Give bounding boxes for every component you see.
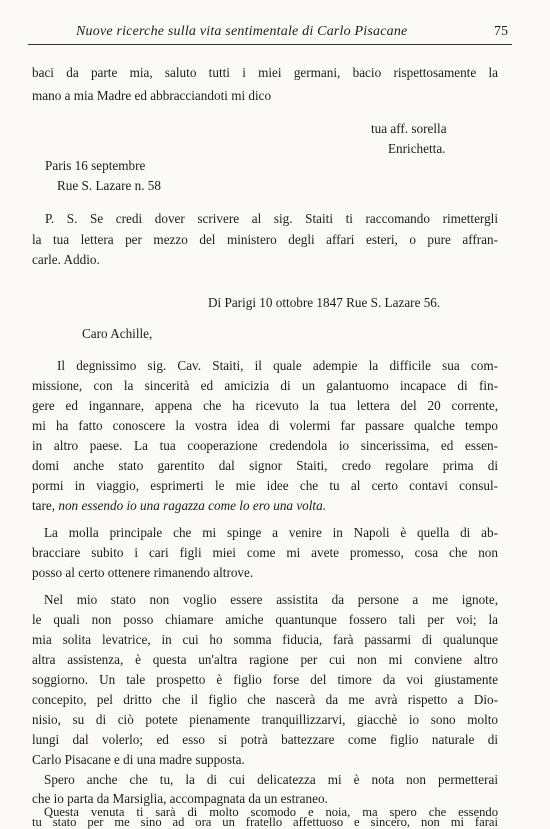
text-line: nisio, su di ciò potete pienamente tranquillizzarvi, giacchè io sono molto xyxy=(32,712,498,727)
text-line xyxy=(32,497,326,514)
postscript-line: P. S. Se credi dover scrivere al sig. Staiti ti raccomando rimettergli xyxy=(45,211,498,226)
text-line: mia solita levatrice, in cui ho somma fiducia, farà passarmi di qualunque xyxy=(32,632,498,647)
text-line: La molla principale che mi spinge a venire in Napoli è quella di ab- xyxy=(44,525,498,540)
text-line: baci da parte mia, saluto tutti i miei germani, bacio rispettosamente la xyxy=(32,65,498,80)
postscript-line: la tua lettera per mezzo del ministero degli affari esteri, o pure affran- xyxy=(32,232,498,247)
text-line: Spero anche che tu, la di cui delicatezza mi è nota non permetterai xyxy=(44,772,498,787)
address: Rue S. Lazare n. 58 xyxy=(57,178,161,193)
text-line: mano a mia Madre ed abbracciandoti mi dico xyxy=(32,88,272,103)
text-line: Carlo Pisacane e di una madre supposta. xyxy=(32,752,245,767)
text-line: missione, con la sincerità ed amicizia di un galantuomo incapace di fin- xyxy=(32,378,498,393)
letter-signature: Enrichetta. xyxy=(388,141,446,156)
page-header xyxy=(28,24,512,45)
text-fragment: tare, xyxy=(32,498,56,513)
italic-fragment: non essendo io una ragazza come lo ero una volta. xyxy=(58,498,326,513)
text-line: che io parta da Marsiglia, accompagnata da un estraneo. xyxy=(32,791,328,806)
text-line: domi anche stato garentito dal signor Staiti, credo regolare prima di xyxy=(32,458,498,473)
text-line: Il degnissimo sig. Cav. Staiti, il quale adempie la difficile sua com- xyxy=(57,358,498,373)
salutation: Caro Achille, xyxy=(82,326,153,341)
text-line: concepito, pel dritto che il figlio che nascerà da me avrà rispetto a Dio- xyxy=(32,692,498,707)
text-line: in altro paese. La tua cooperazione credendola io sincerissima, ed essen- xyxy=(32,438,498,453)
text-line: gere ed ingannare, appena che ha ricevuto la tua lettera del 20 corrente, xyxy=(32,398,498,413)
text-line: tu stato per me sino ad ora un fratello affettuoso e sincero, non mi farai xyxy=(32,815,498,829)
text-line: le quali non posso chiamare amiche quantunque fossero tali per voi; la xyxy=(32,612,498,627)
text-line: lungi dal volerlo; ed esso si potrà battezzare come figlio naturale di xyxy=(32,732,498,747)
dateline: Di Parigi 10 ottobre 1847 Rue S. Lazare 56. xyxy=(208,295,441,310)
text-line: mi ha fatto conoscere la vostra idea di volermi far passare qualche tempo xyxy=(32,418,498,433)
page-number: 75 xyxy=(494,24,508,39)
text-line: Nel mio stato non voglio essere assistita da persone a me ignote, xyxy=(44,592,498,607)
letter-closing: tua aff. sorella xyxy=(371,121,447,136)
text-line: soggiorno. Un tale prospetto è figlio forse del timore da voi giustamente xyxy=(32,672,498,687)
text-line: bracciare subito i cari figli miei come mi avete promesso, cosa che non xyxy=(32,545,498,560)
text-line: Questa venuta ti sarà di molto scomodo e noia, ma spero che essendo xyxy=(44,805,498,819)
text-line: altra assistenza, è questa un'altra ragione per cui non mi conviene altro xyxy=(32,652,498,667)
postscript-line: carle. Addio. xyxy=(32,252,100,267)
text-line: posso al certo ottenere rimanendo altrove. xyxy=(32,565,254,580)
running-title: Nuove ricerche sulla vita sentimentale di Carlo Pisacane xyxy=(76,24,408,39)
place-date: Paris 16 septembre xyxy=(45,158,146,173)
text-line: pormi in viaggio, esprimerti le mie idee che tu al certo contavi consul- xyxy=(32,478,498,493)
